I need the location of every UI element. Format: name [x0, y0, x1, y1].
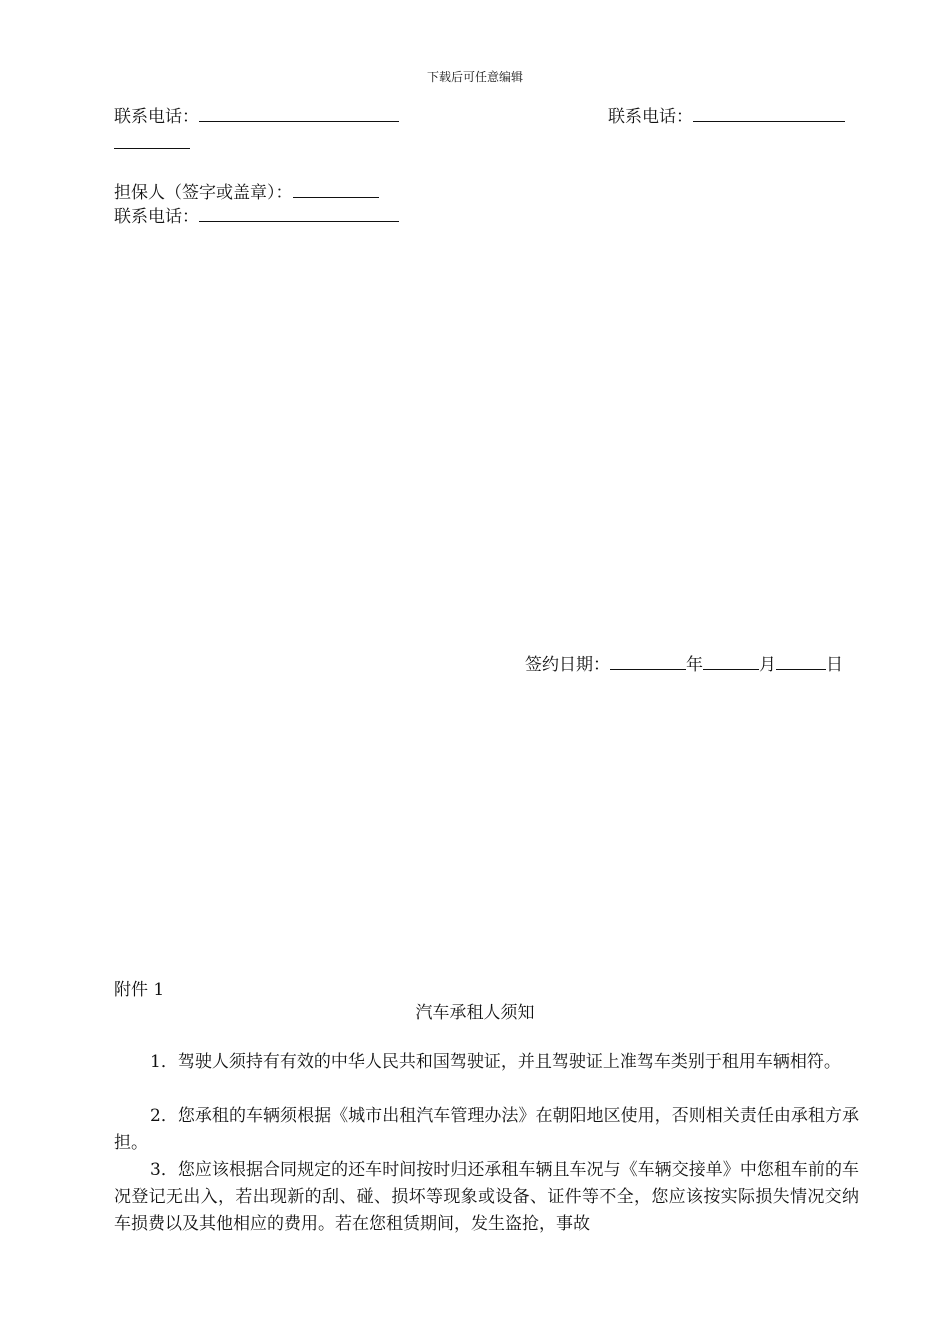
contact-phone-left — [114, 106, 399, 128]
guarantor-blank — [293, 182, 379, 198]
sign-date-month-blank — [703, 654, 759, 670]
notice-item-3: 3．您应该根据合同规定的还车时间按时归还承租车辆且车况与《车辆交接单》中您租车前的车况登记无出入，若出现新的刮、碰、损坏等现象或设备、证件等不全，您应该按实际损失情况交纳车损费以及其他相应的费用。若在您租赁期间，发生盗抢，事故 — [114, 1160, 859, 1234]
contact-phone-left-blank — [199, 106, 399, 122]
contact-phone-right-label: 联系电话： — [608, 107, 693, 127]
contact-phone-right-blank — [693, 106, 845, 122]
page-header: 下载后可任意编辑 — [426, 70, 523, 84]
sign-date-year: 年 — [686, 655, 703, 675]
sign-date-month: 月 — [759, 655, 776, 675]
sign-date-label: 签约日期： — [525, 655, 610, 675]
notice-item-2: 2．您承租的车辆须根据《城市出租汽车管理办法》在朝阳地区使用，否则相关责任由承租方承担。 — [114, 1106, 859, 1153]
notice-item-1: 1．驾驶人须持有有效的中华人民共和国驾驶证，并且驾驶证上准驾车类别于租用车辆相符。 — [150, 1052, 841, 1072]
sign-date-day: 日 — [826, 655, 843, 675]
appendix-title: 汽车承租人须知 — [415, 1003, 535, 1023]
contact-phone-left-label: 联系电话： — [114, 107, 199, 127]
guarantor-signature — [114, 182, 379, 204]
contact-phone-right — [608, 106, 845, 128]
guarantor-label: 担保人（签字或盖章）： — [114, 183, 293, 203]
contact-phone-right-blank-continued — [114, 133, 190, 155]
sign-date-day-blank — [776, 654, 826, 670]
guarantor-contact-blank — [199, 206, 399, 222]
guarantor-contact-phone — [114, 206, 399, 228]
appendix-label: 附件 1 — [114, 980, 165, 1000]
sign-date — [525, 654, 843, 676]
sign-date-year-blank — [610, 654, 686, 670]
guarantor-contact-label: 联系电话： — [114, 207, 199, 227]
